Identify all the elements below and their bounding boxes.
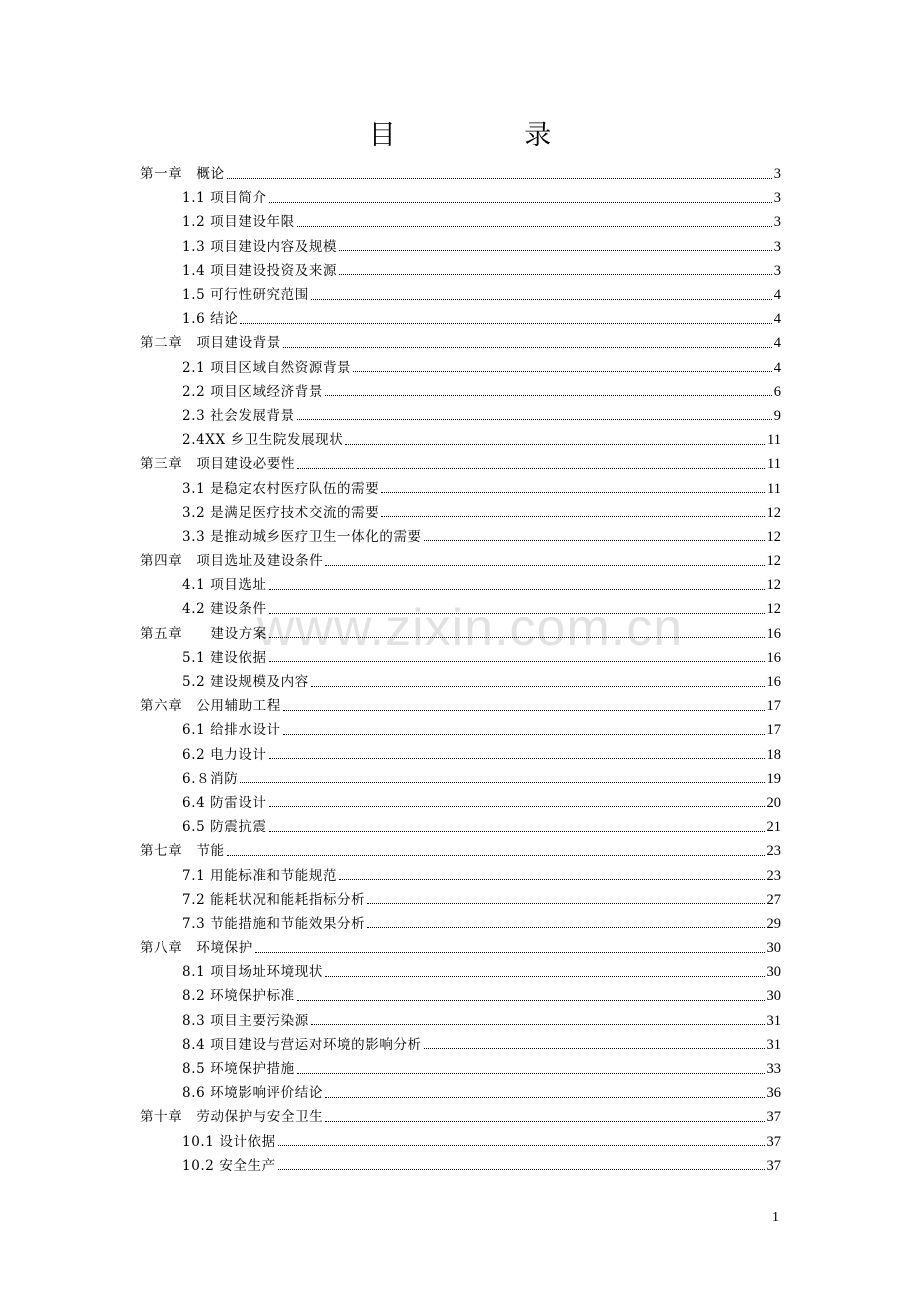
toc-entry-title: 6.4 防雷设计 bbox=[182, 794, 267, 811]
dot-leader bbox=[269, 613, 765, 614]
dot-leader bbox=[339, 274, 772, 275]
toc-section-entry[interactable] bbox=[140, 1033, 781, 1057]
toc-entry-page: 4 bbox=[773, 335, 781, 352]
toc-entry-page: 27 bbox=[766, 891, 781, 908]
dot-leader bbox=[269, 758, 765, 759]
toc-entry-page: 4 bbox=[773, 311, 781, 328]
toc-entry-title: 2.2 项目区域经济背景 bbox=[182, 383, 323, 400]
toc-section-entry[interactable] bbox=[140, 718, 781, 742]
toc-entry-page: 37 bbox=[766, 1133, 781, 1150]
toc-section-entry[interactable] bbox=[140, 1154, 781, 1178]
toc-entry-title: 8.5 环境保护措施 bbox=[182, 1061, 295, 1078]
toc-entry-page: 4 bbox=[773, 287, 781, 304]
toc-entry-title: 1.4 项目建设投资及来源 bbox=[182, 262, 338, 279]
toc-entry-page: 4 bbox=[773, 359, 781, 376]
dot-leader bbox=[353, 371, 772, 372]
dot-leader bbox=[367, 903, 764, 904]
toc-entry-title: 第八章 环境保护 bbox=[140, 940, 253, 957]
toc-entry-page: 33 bbox=[766, 1061, 781, 1078]
toc-entry-title: 1.2 项目建设年限 bbox=[182, 214, 295, 231]
dot-leader bbox=[311, 1024, 765, 1025]
toc-entry-page: 31 bbox=[766, 1036, 781, 1053]
toc-entry-page: 3 bbox=[773, 190, 781, 207]
toc-entry-title: 第六章 公用辅助工程 bbox=[140, 698, 281, 715]
toc-section-entry[interactable] bbox=[140, 791, 781, 815]
toc-entry-title: 第十章 劳动保护与安全卫生 bbox=[140, 1109, 324, 1126]
toc-section-entry[interactable] bbox=[140, 1081, 781, 1105]
toc-entry-page: 12 bbox=[766, 577, 781, 594]
toc-entry-title: 3.3 是推动城乡医疗卫生一体化的需要 bbox=[182, 528, 422, 545]
toc-entry-page: 30 bbox=[766, 988, 781, 1005]
toc-entry-page: 36 bbox=[766, 1085, 781, 1102]
dot-leader bbox=[227, 855, 765, 856]
toc-entry-page: 20 bbox=[766, 794, 781, 811]
toc-entry-page: 11 bbox=[767, 456, 781, 473]
dot-leader bbox=[325, 1121, 764, 1122]
toc-entry-title: 1.1 项目简介 bbox=[182, 190, 267, 207]
dot-leader bbox=[269, 637, 765, 638]
dot-leader bbox=[269, 831, 765, 832]
toc-section-entry[interactable] bbox=[140, 283, 781, 307]
page-title: 目 录 bbox=[368, 120, 612, 151]
toc-entry-title: 7.3 节能措施和节能效果分析 bbox=[182, 915, 366, 932]
toc-entry-page: 9 bbox=[773, 407, 781, 424]
dot-leader bbox=[297, 468, 765, 469]
toc-entry-title: 3.1 是稳定农村医疗队伍的需要 bbox=[182, 480, 380, 497]
dot-leader bbox=[269, 589, 765, 590]
toc-section-entry[interactable] bbox=[140, 984, 781, 1008]
dot-leader bbox=[297, 226, 772, 227]
dot-leader bbox=[367, 927, 764, 928]
toc-entry-page: 23 bbox=[766, 867, 781, 884]
dot-leader bbox=[283, 347, 772, 348]
toc-entry-page: 3 bbox=[773, 238, 781, 255]
toc-entry-page: 3 bbox=[773, 166, 781, 183]
toc-entry-page: 6 bbox=[773, 383, 781, 400]
toc-entry-page: 30 bbox=[766, 940, 781, 957]
toc-section-entry[interactable] bbox=[140, 863, 781, 887]
toc-entry-title: 第四章 项目选址及建设条件 bbox=[140, 553, 324, 570]
dot-leader bbox=[269, 661, 765, 662]
toc-entry-title: 2.4XX 乡卫生院发展现状 bbox=[182, 432, 344, 449]
toc-entry-title: 8.6 环境影响评价结论 bbox=[182, 1085, 323, 1102]
toc-entry-title: 6.2 电力设计 bbox=[182, 746, 267, 763]
toc-entry-page: 3 bbox=[773, 262, 781, 279]
toc-entry-title: 第七章 节能 bbox=[140, 843, 225, 860]
toc-entry-title: 第一章 概论 bbox=[140, 166, 225, 183]
dot-leader bbox=[325, 565, 764, 566]
toc-entry-title: 8.2 环境保护标准 bbox=[182, 988, 295, 1005]
toc-chapter-entry[interactable] bbox=[140, 162, 781, 186]
toc-entry-title: 6.８消防 bbox=[182, 770, 239, 787]
toc-section-entry[interactable] bbox=[140, 1009, 781, 1033]
dot-leader bbox=[297, 1073, 765, 1074]
dot-leader bbox=[381, 516, 764, 517]
table-of-contents bbox=[140, 162, 781, 1178]
toc-chapter-entry[interactable] bbox=[140, 694, 781, 718]
toc-entry-title: 1.3 项目建设内容及规模 bbox=[182, 238, 338, 255]
toc-entry-page: 29 bbox=[766, 915, 781, 932]
toc-entry-title: 6.5 防震抗震 bbox=[182, 819, 267, 836]
dot-leader bbox=[424, 540, 765, 541]
toc-chapter-entry[interactable] bbox=[140, 1105, 781, 1129]
toc-entry-title: 4.2 建设条件 bbox=[182, 601, 267, 618]
toc-section-entry[interactable] bbox=[140, 307, 781, 331]
dot-leader bbox=[240, 782, 764, 783]
toc-section-entry[interactable] bbox=[140, 428, 781, 452]
toc-chapter-entry[interactable] bbox=[140, 549, 781, 573]
toc-entry-title: 2.3 社会发展背景 bbox=[182, 407, 295, 424]
dot-leader bbox=[240, 323, 771, 324]
toc-entry-title: 7.2 能耗状况和能耗指标分析 bbox=[182, 891, 366, 908]
toc-section-entry[interactable] bbox=[140, 380, 781, 404]
toc-section-entry[interactable] bbox=[140, 404, 781, 428]
toc-entry-page: 18 bbox=[766, 746, 781, 763]
toc-section-entry[interactable] bbox=[140, 597, 781, 621]
toc-chapter-entry[interactable] bbox=[140, 839, 781, 863]
toc-section-entry[interactable] bbox=[140, 573, 781, 597]
dot-leader bbox=[255, 952, 765, 953]
toc-section-entry[interactable] bbox=[140, 1130, 781, 1154]
toc-entry-page: 31 bbox=[766, 1012, 781, 1029]
toc-entry-title: 5.2 建设规模及内容 bbox=[182, 674, 309, 691]
toc-section-entry[interactable] bbox=[140, 767, 781, 791]
toc-entry-page: 21 bbox=[766, 819, 781, 836]
toc-entry-title: 1.5 可行性研究范围 bbox=[182, 287, 309, 304]
toc-entry-page: 16 bbox=[766, 649, 781, 666]
toc-section-entry[interactable] bbox=[140, 235, 781, 259]
toc-entry-title: 第二章 项目建设背景 bbox=[140, 335, 281, 352]
toc-section-entry[interactable] bbox=[140, 186, 781, 210]
toc-section-entry[interactable] bbox=[140, 670, 781, 694]
toc-entry-page: 23 bbox=[766, 843, 781, 860]
toc-entry-page: 37 bbox=[766, 1109, 781, 1126]
watermark: www.zixin.com.cn bbox=[256, 599, 684, 657]
dot-leader bbox=[339, 250, 772, 251]
toc-chapter-entry[interactable] bbox=[140, 936, 781, 960]
toc-entry-page: 12 bbox=[766, 528, 781, 545]
dot-leader bbox=[283, 710, 765, 711]
toc-entry-title: 5.1 建设依据 bbox=[182, 649, 267, 666]
toc-section-entry[interactable] bbox=[140, 815, 781, 839]
toc-entry-title: 2.1 项目区域自然资源背景 bbox=[182, 359, 352, 376]
toc-entry-title: 8.3 项目主要污染源 bbox=[182, 1012, 309, 1029]
dot-leader bbox=[325, 976, 765, 977]
toc-entry-title: 第三章 项目建设必要性 bbox=[140, 456, 296, 473]
toc-section-entry[interactable] bbox=[140, 743, 781, 767]
dot-leader bbox=[325, 395, 772, 396]
toc-entry-page: 37 bbox=[766, 1157, 781, 1174]
toc-entry-title: 6.1 给排水设计 bbox=[182, 722, 281, 739]
toc-entry-page: 19 bbox=[766, 770, 781, 787]
toc-entry-page: 3 bbox=[773, 214, 781, 231]
dot-leader bbox=[381, 492, 765, 493]
toc-entry-title: 3.2 是满足医疗技术交流的需要 bbox=[182, 504, 380, 521]
dot-leader bbox=[311, 686, 765, 687]
toc-entry-page: 11 bbox=[767, 432, 781, 449]
toc-section-entry[interactable] bbox=[140, 356, 781, 380]
toc-entry-title: 4.1 项目选址 bbox=[182, 577, 267, 594]
toc-entry-title: 8.4 项目建设与营运对环境的影响分析 bbox=[182, 1036, 422, 1053]
toc-entry-page: 17 bbox=[766, 698, 781, 715]
dot-leader bbox=[283, 734, 765, 735]
toc-entry-page: 12 bbox=[766, 601, 781, 618]
toc-section-entry[interactable] bbox=[140, 646, 781, 670]
dot-leader bbox=[325, 1097, 765, 1098]
toc-entry-title: 7.1 用能标准和节能规范 bbox=[182, 867, 338, 884]
toc-entry-title: 1.6 结论 bbox=[182, 311, 239, 328]
toc-entry-page: 11 bbox=[767, 480, 781, 497]
toc-entry-page: 30 bbox=[766, 964, 781, 981]
toc-section-entry[interactable] bbox=[140, 1057, 781, 1081]
toc-section-entry[interactable] bbox=[140, 888, 781, 912]
toc-entry-page: 17 bbox=[766, 722, 781, 739]
toc-section-entry[interactable] bbox=[140, 210, 781, 234]
toc-section-entry[interactable] bbox=[140, 259, 781, 283]
toc-section-entry[interactable] bbox=[140, 501, 781, 525]
dot-leader bbox=[278, 1145, 765, 1146]
toc-entry-title: 10.1 设计依据 bbox=[182, 1133, 276, 1150]
page-number: 1 bbox=[772, 1210, 779, 1225]
toc-section-entry[interactable] bbox=[140, 960, 781, 984]
dot-leader bbox=[424, 1048, 765, 1049]
toc-entry-page: 12 bbox=[766, 553, 781, 570]
toc-chapter-entry[interactable] bbox=[140, 452, 781, 476]
dot-leader bbox=[339, 879, 764, 880]
dot-leader bbox=[269, 806, 765, 807]
dot-leader bbox=[227, 178, 772, 179]
toc-entry-title: 第五章 建设方案 bbox=[140, 625, 267, 642]
toc-section-entry[interactable] bbox=[140, 525, 781, 549]
toc-section-entry[interactable] bbox=[140, 912, 781, 936]
toc-entry-page: 16 bbox=[766, 674, 781, 691]
toc-entry-page: 12 bbox=[766, 504, 781, 521]
toc-entry-title: 8.1 项目场址环境现状 bbox=[182, 964, 323, 981]
toc-chapter-entry[interactable] bbox=[140, 331, 781, 355]
toc-chapter-entry[interactable] bbox=[140, 622, 781, 646]
dot-leader bbox=[269, 202, 772, 203]
dot-leader bbox=[345, 444, 765, 445]
dot-leader bbox=[297, 1000, 765, 1001]
dot-leader bbox=[297, 419, 772, 420]
dot-leader bbox=[311, 299, 772, 300]
toc-section-entry[interactable] bbox=[140, 476, 781, 500]
toc-entry-page: 16 bbox=[766, 625, 781, 642]
dot-leader bbox=[278, 1169, 765, 1170]
toc-entry-title: 10.2 安全生产 bbox=[182, 1157, 276, 1174]
